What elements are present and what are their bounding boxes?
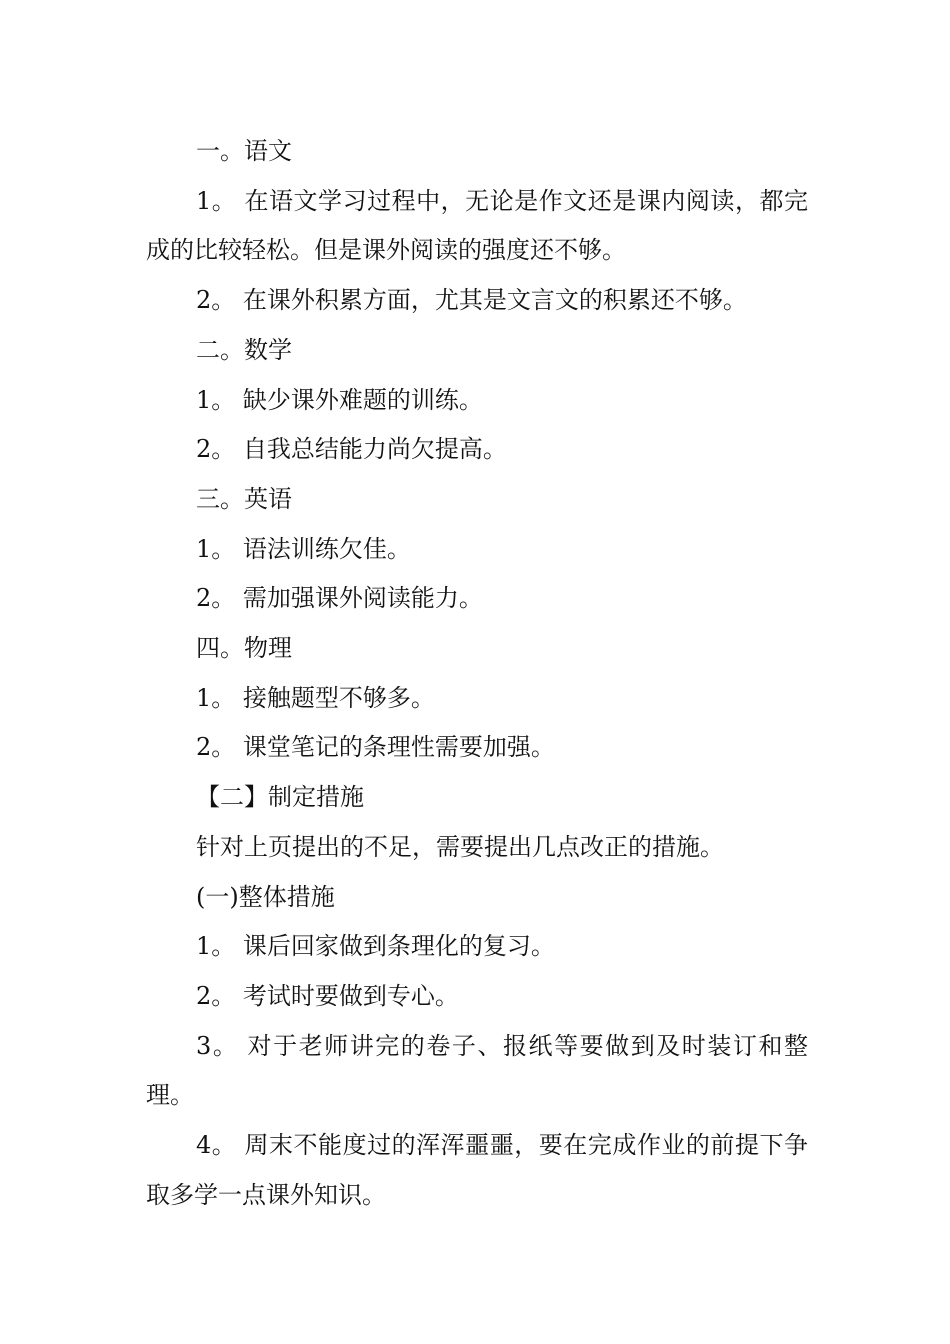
overall-item-4: 4。 周末不能度过的浑浑噩噩，要在完成作业的前提下争取多学一点课外知识。 bbox=[146, 1131, 808, 1209]
section-heading-measures: 【二】制定措施 bbox=[196, 783, 364, 812]
chinese-item-2: 2。 在课外积累方面，尤其是文言文的积累还不够。 bbox=[196, 286, 747, 315]
chinese-item-1: 1。 在语文学习过程中，无论是作文还是课内阅读，都完成的比较轻松。但是课外阅读的强度还不够。 bbox=[146, 186, 808, 265]
physics-item-2: 2。 课堂笔记的条理性需要加强。 bbox=[196, 733, 555, 762]
overall-item-2: 2。 考试时要做到专心。 bbox=[196, 981, 459, 1010]
overall-item-3: 3。 对于老师讲完的卷子、报纸等要做到及时装订和整理。 bbox=[146, 1031, 808, 1110]
math-item-2: 2。 自我总结能力尚欠提高。 bbox=[196, 435, 507, 464]
overall-item-1: 1。 课后回家做到条理化的复习。 bbox=[196, 932, 555, 961]
subsection-heading-overall: (一)整体措施 bbox=[196, 882, 335, 911]
section-heading-math: 二。数学 bbox=[196, 335, 292, 364]
physics-item-1: 1。 接触题型不够多。 bbox=[196, 683, 435, 712]
section-heading-physics: 四。物理 bbox=[196, 634, 292, 663]
document-body bbox=[146, 127, 808, 1220]
english-item-2: 2。 需加强课外阅读能力。 bbox=[196, 584, 483, 613]
section-heading-chinese: 一。语文 bbox=[196, 137, 292, 165]
english-item-1: 1。 语法训练欠佳。 bbox=[196, 534, 411, 563]
measures-intro: 针对上页提出的不足，需要提出几点改正的措施。 bbox=[196, 832, 724, 861]
section-heading-english: 三。英语 bbox=[196, 484, 292, 513]
math-item-1: 1。 缺少课外难题的训练。 bbox=[196, 385, 483, 414]
